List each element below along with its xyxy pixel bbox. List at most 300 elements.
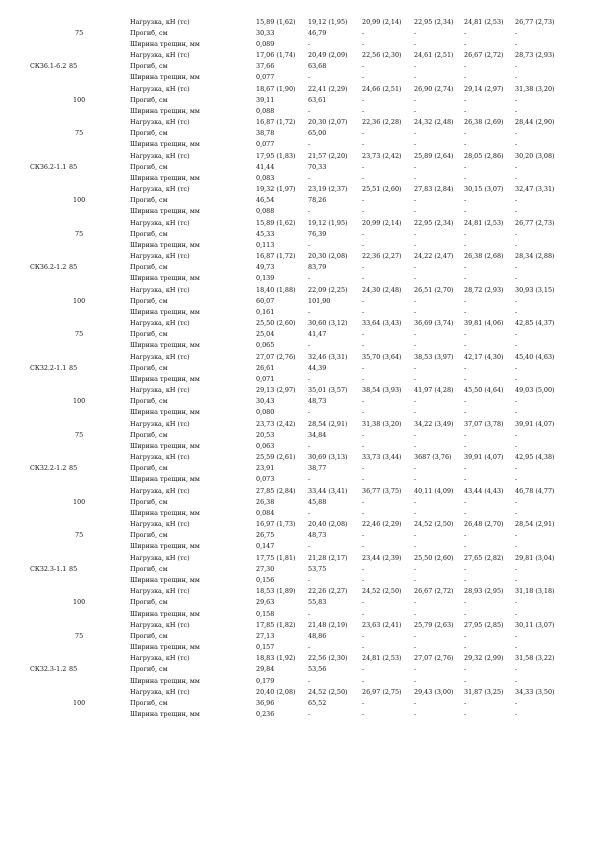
cell-value: 18,53 (1,89): [256, 587, 296, 596]
cell-value: -: [414, 676, 417, 685]
table-row: [0, 363, 595, 374]
cell-value: 24,52 (2,50): [362, 587, 402, 596]
parameter-label: Нагрузка, кН (тс): [130, 218, 190, 227]
cell-value: -: [464, 430, 467, 439]
cell-value: 19,12 (1,95): [308, 218, 348, 227]
cell-value: 53,75: [308, 564, 327, 573]
span-value: 100: [73, 397, 86, 406]
cell-value: 22,09 (2,25): [308, 285, 348, 294]
table-row: [0, 72, 595, 83]
parameter-label: Ширина трещин, мм: [130, 508, 200, 517]
cell-value: 20,53: [256, 430, 275, 439]
cell-value: -: [308, 542, 311, 551]
parameter-label: Нагрузка, кН (тс): [130, 352, 190, 361]
span-value: 75: [75, 531, 84, 540]
cell-value: -: [414, 296, 417, 305]
table-row: [0, 229, 595, 240]
cell-value: 0,063: [256, 441, 275, 450]
cell-value: -: [414, 430, 417, 439]
cell-value: -: [515, 330, 518, 339]
cell-value: -: [308, 643, 311, 652]
cell-value: -: [515, 430, 518, 439]
cell-value: -: [464, 73, 467, 82]
cell-value: -: [362, 475, 365, 484]
cell-value: -: [464, 576, 467, 584]
span-value: 85: [69, 464, 78, 473]
cell-value: -: [362, 207, 365, 216]
table-row: [0, 307, 595, 318]
cell-value: -: [414, 374, 417, 383]
cell-value: 48,73: [308, 397, 327, 406]
cell-value: 31,58 (3,22): [515, 654, 555, 663]
cell-value: -: [308, 475, 311, 484]
parameter-label: Ширина трещин, мм: [130, 341, 200, 350]
cell-value: 23,73 (2,42): [362, 151, 402, 160]
cell-value: 83,79: [308, 263, 327, 272]
cell-value: 0,071: [256, 374, 275, 383]
cell-value: 24,66 (2,51): [362, 84, 402, 93]
parameter-label: Прогиб, см: [130, 330, 168, 339]
cell-value: -: [515, 374, 518, 383]
parameter-label: Нагрузка, кН (тс): [130, 386, 190, 395]
parameter-label: Ширина трещин, мм: [130, 441, 200, 450]
cell-value: 24,81 (2,53): [464, 218, 504, 227]
cell-value: 16,97 (1,73): [256, 520, 296, 529]
cell-value: -: [464, 363, 467, 372]
cell-value: 30,11 (3,07): [515, 620, 555, 629]
cell-value: -: [308, 173, 311, 182]
cell-value: -: [515, 95, 518, 104]
specimen-code: СКЗ2.3-1.1: [30, 564, 67, 573]
table-row: [0, 95, 595, 106]
cell-value: 76,39: [308, 229, 327, 238]
cell-value: -: [362, 240, 365, 249]
cell-value: 30,93 (3,15): [515, 285, 555, 294]
parameter-label: Прогиб, см: [130, 28, 168, 37]
table-row: [0, 318, 595, 329]
cell-value: -: [414, 95, 417, 104]
cell-value: -: [515, 576, 518, 584]
cell-value: 32,47 (3,31): [515, 185, 555, 194]
table-row: [0, 39, 595, 50]
parameter-label: Ширина трещин, мм: [130, 542, 200, 551]
cell-value: -: [362, 263, 365, 272]
table-row: [0, 173, 595, 184]
cell-value: -: [362, 229, 365, 238]
cell-value: -: [515, 598, 518, 607]
cell-value: 60,07: [256, 296, 275, 305]
cell-value: 30,15 (3,07): [464, 185, 504, 194]
cell-value: -: [414, 665, 417, 674]
cell-value: -: [515, 531, 518, 540]
cell-value: -: [464, 374, 467, 383]
cell-value: -: [362, 363, 365, 372]
cell-value: 28,34 (2,88): [515, 252, 555, 261]
cell-value: 22,56 (2,30): [362, 51, 402, 59]
cell-value: -: [515, 542, 518, 551]
table-row: [0, 139, 595, 150]
cell-value: -: [464, 240, 467, 249]
cell-value: 38,77: [308, 464, 327, 473]
cell-value: 26,75: [256, 531, 275, 540]
cell-value: -: [515, 710, 518, 719]
cell-value: 25,59 (2,61): [256, 453, 296, 462]
cell-value: -: [362, 676, 365, 685]
cell-value: -: [362, 296, 365, 305]
cell-value: 55,83: [308, 598, 327, 607]
parameter-label: Нагрузка, кН (тс): [130, 520, 190, 529]
cell-value: -: [464, 497, 467, 506]
cell-value: 27,07 (2,76): [256, 352, 296, 361]
cell-value: -: [414, 106, 417, 115]
span-value: 75: [75, 430, 84, 439]
cell-value: -: [464, 129, 467, 138]
cell-value: 40,11 (4,09): [414, 486, 454, 495]
cell-value: 101,90: [308, 296, 331, 305]
cell-value: -: [515, 508, 518, 517]
parameter-label: Нагрузка, кН (тс): [130, 151, 190, 160]
table-row: [0, 486, 595, 497]
cell-value: 17,85 (1,82): [256, 620, 296, 629]
span-value: 85: [69, 665, 78, 674]
cell-value: -: [362, 73, 365, 82]
cell-value: -: [464, 140, 467, 149]
cell-value: -: [362, 430, 365, 439]
table-row: [0, 106, 595, 117]
cell-value: -: [515, 263, 518, 272]
cell-value: 29,32 (2,99): [464, 654, 504, 663]
cell-value: 53,56: [308, 665, 327, 674]
cell-value: 20,30 (2,07): [308, 118, 348, 127]
table-row: [0, 273, 595, 284]
cell-value: 34,33 (3,50): [515, 687, 555, 696]
parameter-label: Прогиб, см: [130, 631, 168, 640]
cell-value: -: [362, 464, 365, 473]
cell-value: 28,54 (2,91): [308, 419, 348, 428]
cell-value: -: [414, 609, 417, 618]
cell-value: -: [515, 207, 518, 216]
cell-value: 29,43 (3,00): [414, 687, 454, 696]
cell-value: 33,44 (3,41): [308, 486, 348, 495]
cell-value: -: [464, 39, 467, 48]
span-value: 100: [73, 698, 86, 707]
span-value: 100: [73, 497, 86, 506]
cell-value: 0,089: [256, 39, 275, 48]
cell-value: 27,13: [256, 631, 275, 640]
span-value: 75: [75, 28, 84, 37]
cell-value: -: [362, 62, 365, 71]
cell-value: -: [414, 564, 417, 573]
parameter-label: Ширина трещин, мм: [130, 475, 200, 484]
cell-value: 26,51 (2,70): [414, 285, 454, 294]
cell-value: -: [414, 397, 417, 406]
cell-value: -: [414, 162, 417, 171]
cell-value: -: [464, 564, 467, 573]
cell-value: -: [464, 162, 467, 171]
parameter-label: Ширина трещин, мм: [130, 676, 200, 685]
cell-value: -: [362, 665, 365, 674]
cell-value: -: [414, 710, 417, 719]
parameter-label: Прогиб, см: [130, 531, 168, 540]
cell-value: 20,49 (2,09): [308, 51, 348, 59]
cell-value: -: [515, 441, 518, 450]
cell-value: -: [308, 341, 311, 350]
cell-value: 31,87 (3,25): [464, 687, 504, 696]
table-row: [0, 251, 595, 262]
cell-value: 78,26: [308, 196, 327, 205]
cell-value: -: [308, 710, 311, 719]
cell-value: -: [308, 73, 311, 82]
parameter-label: Прогиб, см: [130, 162, 168, 171]
cell-value: -: [515, 240, 518, 249]
cell-value: -: [308, 576, 311, 584]
cell-value: -: [414, 240, 417, 249]
cell-value: 42,85 (4,37): [515, 319, 555, 328]
cell-value: -: [308, 508, 311, 517]
cell-value: 48,73: [308, 531, 327, 540]
cell-value: 23,44 (2,39): [362, 553, 402, 562]
cell-value: 24,32 (2,48): [414, 118, 454, 127]
parameter-label: Ширина трещин, мм: [130, 73, 200, 82]
cell-value: -: [414, 531, 417, 540]
cell-value: -: [362, 698, 365, 707]
cell-value: 28,54 (2,91): [515, 520, 555, 529]
cell-value: 38,54 (3,93): [362, 386, 402, 395]
parameter-label: Прогиб, см: [130, 196, 168, 205]
cell-value: 27,83 (2,84): [414, 185, 454, 194]
parameter-label: Ширина трещин, мм: [130, 106, 200, 115]
table-row: [0, 631, 595, 642]
cell-value: -: [515, 397, 518, 406]
cell-value: 30,33: [256, 28, 275, 37]
table-row: [0, 676, 595, 687]
table-row: [0, 653, 595, 664]
span-value: 75: [75, 631, 84, 640]
cell-value: -: [362, 129, 365, 138]
cell-value: 39,81 (4,06): [464, 319, 504, 328]
cell-value: 31,38 (3,20): [515, 84, 555, 93]
cell-value: 0,065: [256, 341, 275, 350]
cell-value: 23,19 (2,37): [308, 185, 348, 194]
cell-value: 29,63: [256, 598, 275, 607]
cell-value: -: [362, 631, 365, 640]
table-row: [0, 463, 595, 474]
cell-value: -: [362, 643, 365, 652]
table-row: [0, 564, 595, 575]
cell-value: -: [464, 106, 467, 115]
cell-value: -: [414, 307, 417, 316]
cell-value: 0,088: [256, 106, 275, 115]
cell-value: 27,95 (2,85): [464, 620, 504, 629]
span-value: 100: [73, 196, 86, 205]
cell-value: 20,40 (2,08): [308, 520, 348, 529]
cell-value: -: [464, 173, 467, 182]
cell-value: 28,73 (2,93): [515, 51, 555, 59]
cell-value: 19,12 (1,95): [308, 17, 348, 26]
cell-value: -: [362, 330, 365, 339]
parameter-label: Нагрузка, кН (тс): [130, 118, 190, 127]
parameter-label: Ширина трещин, мм: [130, 374, 200, 383]
cell-value: 0,088: [256, 207, 275, 216]
cell-value: 34,84: [308, 430, 327, 439]
table-row: [0, 352, 595, 363]
cell-value: -: [464, 229, 467, 238]
cell-value: 0,147: [256, 542, 275, 551]
cell-value: -: [464, 598, 467, 607]
cell-value: 26,77 (2,73): [515, 17, 555, 26]
cell-value: 0,179: [256, 676, 275, 685]
cell-value: -: [362, 95, 365, 104]
parameter-label: Прогиб, см: [130, 229, 168, 238]
cell-value: -: [362, 28, 365, 37]
table-row: [0, 553, 595, 564]
cell-value: 45,50 (4,64): [464, 386, 504, 395]
cell-value: 3687 (3,76): [414, 453, 452, 462]
cell-value: 0,077: [256, 140, 275, 149]
cell-value: -: [515, 665, 518, 674]
parameter-label: Прогиб, см: [130, 598, 168, 607]
table-row: [0, 117, 595, 128]
cell-value: -: [464, 531, 467, 540]
cell-value: -: [464, 631, 467, 640]
cell-value: -: [414, 28, 417, 37]
cell-value: 46,79: [308, 28, 327, 37]
table-row: [0, 151, 595, 162]
cell-value: 37,07 (3,78): [464, 419, 504, 428]
table-row: [0, 430, 595, 441]
cell-value: -: [414, 631, 417, 640]
cell-value: -: [308, 240, 311, 249]
cell-value: 28,72 (2,93): [464, 285, 504, 294]
cell-value: -: [414, 73, 417, 82]
cell-value: -: [362, 173, 365, 182]
cell-value: 17,95 (1,83): [256, 151, 296, 160]
cell-value: 32,46 (3,31): [308, 352, 348, 361]
parameter-label: Нагрузка, кН (тс): [130, 419, 190, 428]
table-row: [0, 519, 595, 530]
cell-value: -: [464, 207, 467, 216]
cell-value: 43,44 (4,43): [464, 486, 504, 495]
cell-value: 15,89 (1,62): [256, 17, 296, 26]
cell-value: 25,50 (2,60): [414, 553, 454, 562]
table-row: [0, 162, 595, 173]
cell-value: 20,40 (2,08): [256, 687, 296, 696]
cell-value: -: [515, 296, 518, 305]
cell-value: 26,61: [256, 363, 275, 372]
cell-value: -: [464, 475, 467, 484]
parameter-label: Ширина трещин, мм: [130, 274, 200, 283]
cell-value: 26,67 (2,72): [414, 587, 454, 596]
cell-value: 27,30: [256, 564, 275, 573]
cell-value: -: [515, 173, 518, 182]
cell-value: -: [414, 408, 417, 417]
table-row: [0, 508, 595, 519]
table-row: [0, 195, 595, 206]
cell-value: 33,64 (3,43): [362, 319, 402, 328]
cell-value: -: [362, 374, 365, 383]
parameter-label: Прогиб, см: [130, 564, 168, 573]
parameter-label: Прогиб, см: [130, 62, 168, 71]
cell-value: -: [414, 542, 417, 551]
cell-value: 24,30 (2,48): [362, 285, 402, 294]
span-value: 100: [73, 296, 86, 305]
table-row: [0, 17, 595, 28]
parameter-label: Прогиб, см: [130, 296, 168, 305]
cell-value: -: [515, 129, 518, 138]
cell-value: 41,47: [308, 330, 327, 339]
cell-value: -: [362, 497, 365, 506]
cell-value: -: [515, 274, 518, 283]
cell-value: 24,52 (2,50): [414, 520, 454, 529]
span-value: 100: [73, 95, 86, 104]
cell-value: 17,06 (1,74): [256, 51, 296, 59]
cell-value: -: [308, 676, 311, 685]
cell-value: -: [414, 341, 417, 350]
cell-value: -: [515, 564, 518, 573]
cell-value: 26,97 (2,75): [362, 687, 402, 696]
span-value: 75: [75, 330, 84, 339]
cell-value: 15,89 (1,62): [256, 218, 296, 227]
cell-value: -: [308, 106, 311, 115]
cell-value: -: [515, 609, 518, 618]
parameter-label: Прогиб, см: [130, 95, 168, 104]
cell-value: 31,38 (3,20): [362, 419, 402, 428]
cell-value: 26,90 (2,74): [414, 84, 454, 93]
table-row: [0, 642, 595, 653]
table-row: [0, 407, 595, 418]
table-row: [0, 296, 595, 307]
parameter-label: Ширина трещин, мм: [130, 609, 200, 618]
table-row: [0, 419, 595, 430]
cell-value: -: [362, 710, 365, 719]
cell-value: 0,156: [256, 576, 275, 584]
table-row: [0, 474, 595, 485]
cell-value: 65,52: [308, 698, 327, 707]
cell-value: -: [515, 62, 518, 71]
cell-value: -: [515, 475, 518, 484]
cell-value: 70,33: [308, 162, 327, 171]
parameter-label: Прогиб, см: [130, 430, 168, 439]
parameter-label: Нагрузка, кН (тс): [130, 185, 190, 194]
cell-value: 20,99 (2,14): [362, 17, 402, 26]
cell-value: -: [362, 542, 365, 551]
specimen-code: СКЗ2.2-1.2: [30, 464, 67, 473]
cell-value: -: [308, 39, 311, 48]
cell-value: -: [414, 363, 417, 372]
cell-value: 27,07 (2,76): [414, 654, 454, 663]
cell-value: -: [362, 598, 365, 607]
parameter-label: Нагрузка, кН (тс): [130, 252, 190, 261]
cell-value: -: [414, 698, 417, 707]
span-value: 85: [69, 363, 78, 372]
cell-value: -: [464, 330, 467, 339]
cell-value: 25,89 (2,64): [414, 151, 454, 160]
parameter-label: Прогиб, см: [130, 397, 168, 406]
cell-value: 28,93 (2,95): [464, 587, 504, 596]
specimen-code: СКЗ6.2-1.2: [30, 263, 67, 272]
cell-value: 22,95 (2,34): [414, 17, 454, 26]
table-row: [0, 184, 595, 195]
cell-value: -: [414, 263, 417, 272]
cell-value: 22,41 (2,29): [308, 84, 348, 93]
table-row: [0, 28, 595, 39]
cell-value: -: [515, 643, 518, 652]
cell-value: 45,33: [256, 229, 275, 238]
cell-value: 23,73 (2,42): [256, 419, 296, 428]
table-row: [0, 262, 595, 273]
cell-value: 25,04: [256, 330, 275, 339]
cell-value: -: [464, 408, 467, 417]
